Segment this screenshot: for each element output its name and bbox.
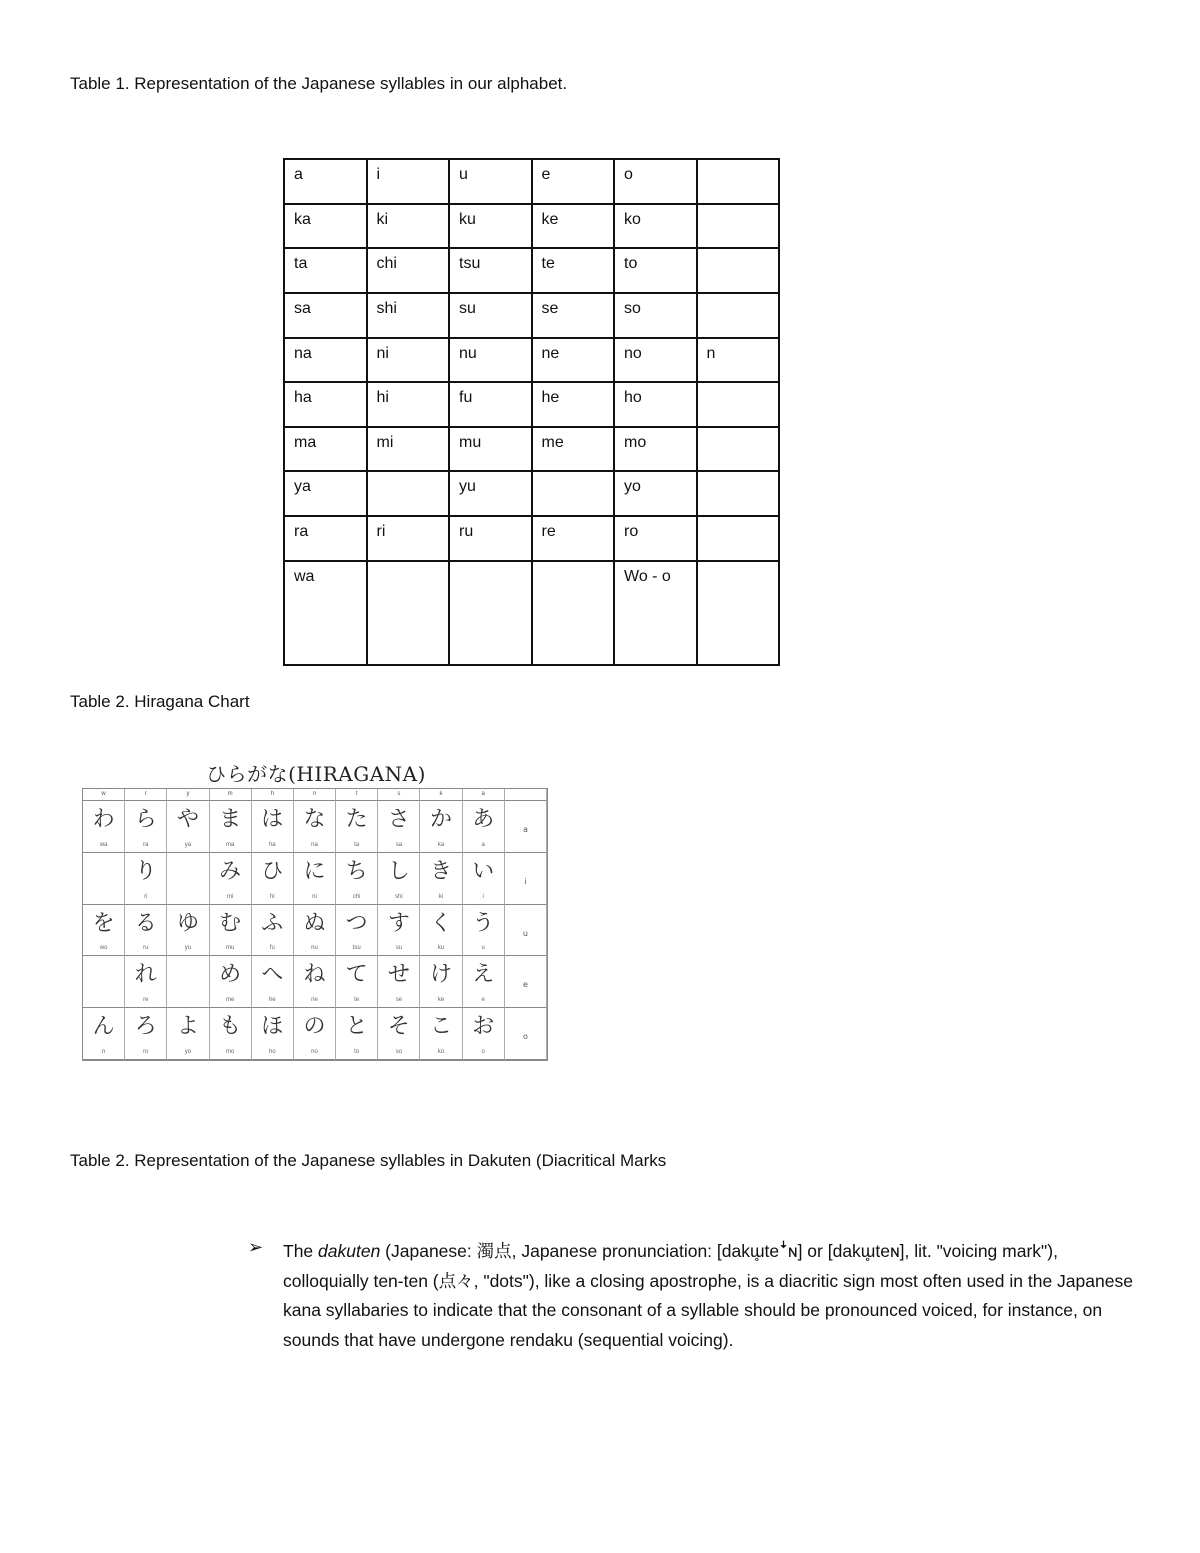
kana-romaji: no xyxy=(311,1048,318,1055)
kana-glyph: つ xyxy=(345,910,368,936)
kana-romaji: ro xyxy=(143,1048,149,1055)
table-cell xyxy=(697,427,780,472)
kana-glyph: に xyxy=(303,858,326,884)
chart-header: k xyxy=(420,789,462,801)
table-cell: ro xyxy=(614,516,697,561)
kana-cell xyxy=(463,905,505,957)
kana-romaji: n xyxy=(101,1048,106,1055)
table-cell: ku xyxy=(449,204,532,249)
chart-header: s xyxy=(378,789,420,801)
table-cell: tsu xyxy=(449,248,532,293)
kana-glyph: e xyxy=(522,980,528,990)
table-cell: mo xyxy=(614,427,697,472)
table-cell xyxy=(367,561,450,665)
table-cell: ka xyxy=(284,204,367,249)
kana-cell xyxy=(167,956,209,1008)
kana-cell xyxy=(463,956,505,1008)
kana-cell xyxy=(505,853,547,905)
table-row xyxy=(284,293,779,338)
chart-header: n xyxy=(294,789,336,801)
kana-glyph: れ xyxy=(134,962,157,988)
kana-cell xyxy=(420,956,462,1008)
kana-romaji: nu xyxy=(311,945,318,952)
table-row xyxy=(284,204,779,249)
kana-romaji: su xyxy=(395,945,403,952)
kana-cell xyxy=(463,1008,505,1060)
para-text-rest: (Japanese: 濁点, Japanese pronunciation: [dakɯ̥teꜜɴ] or [dakɯ̥teɴ], lit. "voicing mark"), colloquially ten-ten (点々, "dots"), like a closing apostrophe, is a diacritic sign most often used in the Japanese kana syllabaries to indicate that the consonant of a syllable should be pronounced voiced, for instance, on sounds that have undergone rendaku (sequential voicing). xyxy=(283,1241,1133,1350)
kana-glyph: て xyxy=(345,962,368,988)
table-cell: me xyxy=(532,427,615,472)
kana-romaji: ke xyxy=(437,997,445,1004)
table-cell: ri xyxy=(367,516,450,561)
kana-cell xyxy=(294,853,336,905)
para-italic-term: dakuten xyxy=(318,1241,381,1261)
table-cell: ta xyxy=(284,248,367,293)
kana-romaji: so xyxy=(395,1048,403,1055)
kana-romaji: mi xyxy=(226,893,234,900)
kana-romaji: a xyxy=(481,841,485,848)
kana-glyph: わ xyxy=(92,807,115,832)
kana-cell xyxy=(505,801,547,853)
table-cell: mu xyxy=(449,427,532,472)
table-cell: n xyxy=(697,338,780,383)
table-cell: ko xyxy=(614,204,697,249)
kana-cell xyxy=(336,1008,378,1060)
kana-glyph: ふ xyxy=(261,910,284,936)
kana-glyph: そ xyxy=(387,1014,410,1040)
table-cell: chi xyxy=(367,248,450,293)
table-cell: e xyxy=(532,159,615,204)
kana-romaji: chi xyxy=(352,893,361,900)
table-cell xyxy=(697,204,780,249)
kana-romaji: ra xyxy=(143,841,149,848)
kana-romaji: te xyxy=(354,997,360,1004)
kana-romaji: yu xyxy=(184,945,192,952)
kana-romaji: fu xyxy=(269,945,275,952)
kana-cell xyxy=(210,801,252,853)
kana-cell xyxy=(420,905,462,957)
table-cell: no xyxy=(614,338,697,383)
kana-cell xyxy=(210,853,252,905)
table3-caption: Table 2. Representation of the Japanese syllables in Dakuten (Diacritical Marks xyxy=(70,1151,667,1170)
kana-cell xyxy=(210,905,252,957)
table-cell xyxy=(367,471,450,516)
kana-cell xyxy=(125,905,167,957)
kana-romaji: ni xyxy=(312,893,317,900)
kana-glyph: よ xyxy=(176,1014,199,1040)
table-cell: su xyxy=(449,293,532,338)
table-cell: ru xyxy=(449,516,532,561)
kana-glyph: ぬ xyxy=(303,910,326,936)
kana-romaji: mu xyxy=(225,945,235,952)
kana-glyph: や xyxy=(176,807,199,832)
kana-romaji: ma xyxy=(225,841,235,848)
table-cell xyxy=(697,159,780,204)
para-text-start: The xyxy=(283,1241,319,1261)
kana-cell xyxy=(378,853,420,905)
kana-glyph: は xyxy=(261,807,284,832)
kana-cell xyxy=(167,905,209,957)
table-cell xyxy=(697,561,780,665)
kana-glyph: ち xyxy=(345,858,368,884)
kana-romaji: ne xyxy=(311,997,318,1004)
table-cell: ne xyxy=(532,338,615,383)
table-cell xyxy=(697,471,780,516)
chart-header: a xyxy=(463,789,505,801)
romaji-syllable-table xyxy=(283,158,780,666)
kana-romaji: ha xyxy=(268,841,276,848)
table-cell: ho xyxy=(614,382,697,427)
kana-cell xyxy=(252,801,294,853)
table-cell: sa xyxy=(284,293,367,338)
kana-romaji: u xyxy=(481,945,485,952)
kana-romaji: ta xyxy=(354,841,360,848)
kana-romaji: re xyxy=(143,997,149,1004)
kana-cell xyxy=(378,801,420,853)
table-cell xyxy=(697,516,780,561)
kana-romaji: ku xyxy=(437,945,445,952)
kana-glyph: a xyxy=(522,825,528,834)
kana-glyph: ゆ xyxy=(176,910,199,936)
table-cell: so xyxy=(614,293,697,338)
table-cell: i xyxy=(367,159,450,204)
kana-glyph: あ xyxy=(472,807,495,832)
kana-glyph: か xyxy=(430,807,453,832)
table-row xyxy=(284,159,779,204)
kana-cell xyxy=(83,1008,125,1060)
dakuten-paragraph xyxy=(283,1237,1143,1355)
kana-cell xyxy=(336,956,378,1008)
kana-romaji: se xyxy=(395,997,403,1004)
kana-cell xyxy=(252,853,294,905)
kana-cell xyxy=(378,905,420,957)
kana-glyph: ね xyxy=(303,962,326,988)
kana-romaji: i xyxy=(482,893,484,900)
kana-glyph: こ xyxy=(430,1014,453,1040)
kana-glyph: さ xyxy=(387,807,410,832)
kana-cell xyxy=(167,1008,209,1060)
kana-romaji: ya xyxy=(184,841,192,848)
kana-cell xyxy=(336,853,378,905)
kana-glyph: り xyxy=(134,858,157,884)
table-cell: se xyxy=(532,293,615,338)
kana-romaji: sa xyxy=(395,841,403,848)
table-cell xyxy=(697,293,780,338)
hiragana-chart-image xyxy=(82,752,550,1064)
table-cell: wa xyxy=(284,561,367,665)
kana-glyph: ひ xyxy=(261,858,284,884)
kana-cell xyxy=(83,801,125,853)
table-row xyxy=(284,338,779,383)
table-cell: ya xyxy=(284,471,367,516)
kana-cell xyxy=(125,801,167,853)
table-cell: o xyxy=(614,159,697,204)
table-cell: to xyxy=(614,248,697,293)
kana-glyph: る xyxy=(134,910,157,936)
kana-cell xyxy=(420,853,462,905)
table-row xyxy=(284,471,779,516)
kana-cell xyxy=(336,801,378,853)
kana-cell xyxy=(463,853,505,905)
kana-glyph: お xyxy=(472,1014,495,1040)
table-cell xyxy=(532,561,615,665)
table-cell: u xyxy=(449,159,532,204)
table-cell: ni xyxy=(367,338,450,383)
kana-glyph: め xyxy=(219,962,242,988)
hiragana-chart-title: ひらがな(HIRAGANA) xyxy=(206,762,426,786)
kana-glyph: ま xyxy=(219,807,242,832)
kana-glyph: u xyxy=(522,928,528,938)
table-cell xyxy=(697,382,780,427)
table-cell: nu xyxy=(449,338,532,383)
chart-header: m xyxy=(210,789,252,801)
kana-glyph: を xyxy=(92,910,115,936)
kana-romaji: ki xyxy=(438,893,444,900)
kana-glyph: む xyxy=(219,910,242,936)
kana-cell xyxy=(378,956,420,1008)
kana-romaji: tsu xyxy=(352,945,361,952)
kana-romaji: me xyxy=(225,997,235,1004)
kana-glyph: も xyxy=(219,1014,242,1040)
table-cell: fu xyxy=(449,382,532,427)
table-cell: ha xyxy=(284,382,367,427)
kana-glyph: し xyxy=(387,858,410,884)
kana-cell xyxy=(210,956,252,1008)
kana-glyph: せ xyxy=(387,962,410,988)
kana-cell xyxy=(505,956,547,1008)
table-cell: ke xyxy=(532,204,615,249)
kana-romaji: mo xyxy=(225,1048,235,1055)
kana-cell xyxy=(125,853,167,905)
table-cell: yo xyxy=(614,471,697,516)
kana-romaji: ka xyxy=(437,841,445,848)
table-cell xyxy=(532,471,615,516)
kana-cell xyxy=(252,1008,294,1060)
kana-cell xyxy=(294,956,336,1008)
table-cell: re xyxy=(532,516,615,561)
kana-cell xyxy=(210,1008,252,1060)
kana-glyph: ら xyxy=(134,807,157,832)
table-cell: he xyxy=(532,382,615,427)
kana-romaji: yo xyxy=(184,1048,192,1055)
chart-header: r xyxy=(125,789,167,801)
chart-header xyxy=(505,789,547,801)
kana-glyph: へ xyxy=(261,962,284,988)
arrow-bullet-icon: ➢ xyxy=(248,1237,264,1257)
table1-caption: Table 1. Representation of the Japanese syllables in our alphabet. xyxy=(70,74,568,93)
kana-cell xyxy=(505,905,547,957)
kana-glyph: い xyxy=(472,858,495,884)
table-row xyxy=(284,427,779,472)
table-row xyxy=(284,561,779,665)
kana-glyph: な xyxy=(303,807,326,832)
kana-cell xyxy=(167,853,209,905)
chart-header: h xyxy=(252,789,294,801)
kana-glyph: け xyxy=(430,962,453,988)
kana-cell xyxy=(125,956,167,1008)
chart-header: y xyxy=(167,789,209,801)
kana-cell xyxy=(294,905,336,957)
kana-cell xyxy=(294,801,336,853)
table-row xyxy=(284,382,779,427)
kana-glyph: i xyxy=(524,876,527,886)
kana-romaji: wo xyxy=(99,945,108,952)
kana-romaji: to xyxy=(354,1048,360,1055)
table-cell xyxy=(449,561,532,665)
kana-glyph: o xyxy=(522,1032,528,1042)
table-cell: shi xyxy=(367,293,450,338)
kana-romaji: hi xyxy=(269,893,275,900)
kana-glyph: の xyxy=(303,1014,326,1040)
table-cell xyxy=(697,248,780,293)
kana-romaji: na xyxy=(311,841,318,848)
kana-cell xyxy=(505,1008,547,1060)
kana-glyph: た xyxy=(345,807,368,832)
kana-cell xyxy=(252,905,294,957)
table-cell: hi xyxy=(367,382,450,427)
chart-header: t xyxy=(336,789,378,801)
kana-glyph: く xyxy=(430,910,453,936)
kana-romaji: wa xyxy=(99,841,108,848)
kana-romaji: ru xyxy=(143,945,149,952)
kana-romaji: o xyxy=(481,1048,485,1055)
chart-header: w xyxy=(83,789,125,801)
kana-cell xyxy=(83,905,125,957)
kana-glyph: き xyxy=(430,858,453,884)
kana-glyph: ろ xyxy=(134,1014,157,1040)
table-cell: ma xyxy=(284,427,367,472)
table-cell: a xyxy=(284,159,367,204)
kana-glyph: ん xyxy=(92,1014,115,1040)
table-cell: te xyxy=(532,248,615,293)
kana-glyph: え xyxy=(472,962,495,988)
kana-cell xyxy=(167,801,209,853)
kana-cell xyxy=(83,956,125,1008)
kana-glyph: う xyxy=(472,910,495,936)
kana-cell xyxy=(125,1008,167,1060)
table-row xyxy=(284,248,779,293)
kana-cell xyxy=(420,1008,462,1060)
kana-cell xyxy=(463,801,505,853)
kana-romaji: shi xyxy=(395,893,403,900)
table2-caption: Table 2. Hiragana Chart xyxy=(70,692,250,711)
table-cell: yu xyxy=(449,471,532,516)
kana-romaji: ri xyxy=(144,893,148,900)
table-cell: ra xyxy=(284,516,367,561)
kana-cell xyxy=(294,1008,336,1060)
kana-glyph: と xyxy=(345,1014,368,1040)
kana-cell xyxy=(336,905,378,957)
table-cell: ki xyxy=(367,204,450,249)
kana-glyph: ほ xyxy=(261,1014,284,1040)
table-cell: Wo - o xyxy=(614,561,697,665)
table-cell: na xyxy=(284,338,367,383)
kana-romaji: he xyxy=(268,997,276,1004)
kana-cell xyxy=(252,956,294,1008)
kana-glyph: す xyxy=(387,910,410,936)
table-row xyxy=(284,516,779,561)
kana-glyph: み xyxy=(219,858,242,884)
kana-romaji: ho xyxy=(268,1048,276,1055)
table-cell: mi xyxy=(367,427,450,472)
kana-romaji: e xyxy=(481,997,485,1004)
kana-cell xyxy=(420,801,462,853)
hiragana-grid xyxy=(82,788,548,1061)
kana-cell xyxy=(378,1008,420,1060)
kana-cell xyxy=(83,853,125,905)
kana-romaji: ko xyxy=(437,1048,445,1055)
